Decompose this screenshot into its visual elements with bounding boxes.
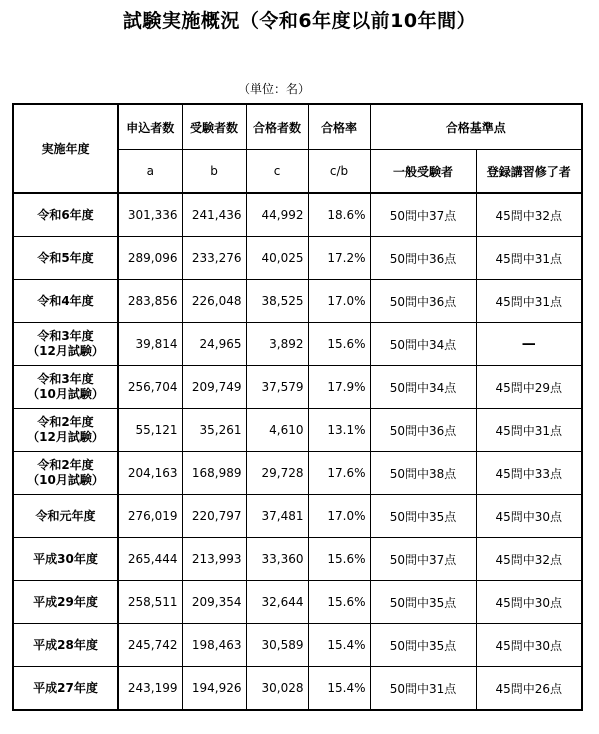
cell-year xyxy=(13,366,118,409)
table-row xyxy=(13,323,582,366)
table-row xyxy=(13,624,582,667)
year-label: 令和2年度 xyxy=(37,458,94,472)
cell-registered: 45問中26点 xyxy=(476,667,582,711)
cell-registered: 45問中30点 xyxy=(476,624,582,667)
cell-pass-rate: 18.6% xyxy=(308,193,370,237)
cell-examinees: 198,463 xyxy=(182,624,246,667)
header-applicants: 申込者数 xyxy=(118,104,182,150)
year-label: 平成28年度 xyxy=(33,637,98,652)
cell-passers: 30,589 xyxy=(246,624,308,667)
unit-note: （単位：名） xyxy=(238,82,311,96)
cell-year xyxy=(13,452,118,495)
cell-year xyxy=(13,237,118,280)
cell-year xyxy=(13,193,118,237)
cell-general: 50問中37点 xyxy=(370,538,476,581)
cell-passers: 29,728 xyxy=(246,452,308,495)
cell-registered: 45問中32点 xyxy=(476,538,582,581)
year-sublabel: （10月試験） xyxy=(27,387,104,401)
year-label: 令和4年度 xyxy=(37,293,94,308)
year-label: 平成30年度 xyxy=(33,551,98,566)
cell-pass-rate: 17.6% xyxy=(308,452,370,495)
cell-passers: 3,892 xyxy=(246,323,308,366)
cell-passers: 4,610 xyxy=(246,409,308,452)
header-criteria: 合格基準点 xyxy=(370,104,582,150)
cell-general: 50問中36点 xyxy=(370,409,476,452)
cell-applicants: 301,336 xyxy=(118,193,182,237)
cell-pass-rate: 17.0% xyxy=(308,495,370,538)
year-label: 令和3年度 xyxy=(37,372,94,386)
cell-applicants: 258,511 xyxy=(118,581,182,624)
year-label: 令和元年度 xyxy=(35,508,96,523)
cell-general: 50問中35点 xyxy=(370,581,476,624)
cell-pass-rate: 15.6% xyxy=(308,538,370,581)
cell-general: 50問中36点 xyxy=(370,280,476,323)
year-label: 令和6年度 xyxy=(37,207,94,222)
cell-examinees: 209,354 xyxy=(182,581,246,624)
cell-examinees: 168,989 xyxy=(182,452,246,495)
header-year: 実施年度 xyxy=(13,104,118,193)
cell-applicants: 289,096 xyxy=(118,237,182,280)
cell-passers: 38,525 xyxy=(246,280,308,323)
header-passers: 合格者数 xyxy=(246,104,308,150)
table-row xyxy=(13,667,582,711)
cell-registered: — xyxy=(476,323,582,366)
cell-examinees: 194,926 xyxy=(182,667,246,711)
table-row xyxy=(13,237,582,280)
cell-year xyxy=(13,280,118,323)
header-examinees: 受験者数 xyxy=(182,104,246,150)
cell-applicants: 243,199 xyxy=(118,667,182,711)
cell-year xyxy=(13,581,118,624)
year-sublabel: （12月試験） xyxy=(27,344,104,358)
header-col-c: c xyxy=(246,150,308,194)
cell-applicants: 245,742 xyxy=(118,624,182,667)
cell-examinees: 213,993 xyxy=(182,538,246,581)
table-body xyxy=(13,193,582,710)
table-row xyxy=(13,452,582,495)
cell-examinees: 226,048 xyxy=(182,280,246,323)
cell-registered: 45問中29点 xyxy=(476,366,582,409)
cell-pass-rate: 15.4% xyxy=(308,667,370,711)
header-col-cb: c/b xyxy=(308,150,370,194)
header-col-b: b xyxy=(182,150,246,194)
header-general: 一般受験者 xyxy=(370,150,476,194)
cell-pass-rate: 15.6% xyxy=(308,581,370,624)
table-row xyxy=(13,193,582,237)
header-pass-rate: 合格率 xyxy=(308,104,370,150)
cell-general: 50問中34点 xyxy=(370,366,476,409)
cell-pass-rate: 15.4% xyxy=(308,624,370,667)
table-row xyxy=(13,366,582,409)
cell-pass-rate: 13.1% xyxy=(308,409,370,452)
year-label: 令和3年度 xyxy=(37,329,94,343)
cell-year xyxy=(13,495,118,538)
cell-general: 50問中31点 xyxy=(370,667,476,711)
cell-examinees: 24,965 xyxy=(182,323,246,366)
cell-pass-rate: 15.6% xyxy=(308,323,370,366)
cell-registered: 45問中33点 xyxy=(476,452,582,495)
cell-year xyxy=(13,624,118,667)
year-label: 令和2年度 xyxy=(37,415,94,429)
cell-pass-rate: 17.9% xyxy=(308,366,370,409)
year-label: 平成27年度 xyxy=(33,680,98,695)
cell-general: 50問中37点 xyxy=(370,193,476,237)
cell-registered: 45問中32点 xyxy=(476,193,582,237)
header-registered: 登録講習修了者 xyxy=(476,150,582,194)
cell-general: 50問中34点 xyxy=(370,323,476,366)
cell-examinees: 241,436 xyxy=(182,193,246,237)
table-row xyxy=(13,538,582,581)
cell-passers: 32,644 xyxy=(246,581,308,624)
cell-year xyxy=(13,538,118,581)
year-label: 平成29年度 xyxy=(33,594,98,609)
exam-summary-table xyxy=(12,103,583,711)
cell-pass-rate: 17.2% xyxy=(308,237,370,280)
cell-examinees: 233,276 xyxy=(182,237,246,280)
cell-general: 50問中36点 xyxy=(370,237,476,280)
cell-passers: 44,992 xyxy=(246,193,308,237)
cell-applicants: 204,163 xyxy=(118,452,182,495)
cell-registered: 45問中30点 xyxy=(476,581,582,624)
year-sublabel: （10月試験） xyxy=(27,473,104,487)
cell-applicants: 39,814 xyxy=(118,323,182,366)
header-col-a: a xyxy=(118,150,182,194)
cell-applicants: 276,019 xyxy=(118,495,182,538)
cell-passers: 37,579 xyxy=(246,366,308,409)
cell-passers: 37,481 xyxy=(246,495,308,538)
cell-applicants: 265,444 xyxy=(118,538,182,581)
cell-year xyxy=(13,667,118,711)
cell-general: 50問中38点 xyxy=(370,452,476,495)
cell-passers: 33,360 xyxy=(246,538,308,581)
table-row xyxy=(13,409,582,452)
year-sublabel: （12月試験） xyxy=(27,430,104,444)
cell-passers: 40,025 xyxy=(246,237,308,280)
cell-registered: 45問中31点 xyxy=(476,280,582,323)
cell-year xyxy=(13,323,118,366)
cell-applicants: 55,121 xyxy=(118,409,182,452)
table-row xyxy=(13,280,582,323)
cell-general: 50問中35点 xyxy=(370,624,476,667)
cell-applicants: 283,856 xyxy=(118,280,182,323)
table-row xyxy=(13,581,582,624)
table-row xyxy=(13,495,582,538)
cell-applicants: 256,704 xyxy=(118,366,182,409)
cell-general: 50問中35点 xyxy=(370,495,476,538)
year-label: 令和5年度 xyxy=(37,250,94,265)
cell-registered: 45問中30点 xyxy=(476,495,582,538)
cell-examinees: 35,261 xyxy=(182,409,246,452)
cell-examinees: 209,749 xyxy=(182,366,246,409)
cell-registered: 45問中31点 xyxy=(476,409,582,452)
cell-year xyxy=(13,409,118,452)
cell-passers: 30,028 xyxy=(246,667,308,711)
page-title: 試験実施概況（令和6年度以前10年間） xyxy=(122,10,477,32)
cell-registered: 45問中31点 xyxy=(476,237,582,280)
cell-pass-rate: 17.0% xyxy=(308,280,370,323)
cell-examinees: 220,797 xyxy=(182,495,246,538)
